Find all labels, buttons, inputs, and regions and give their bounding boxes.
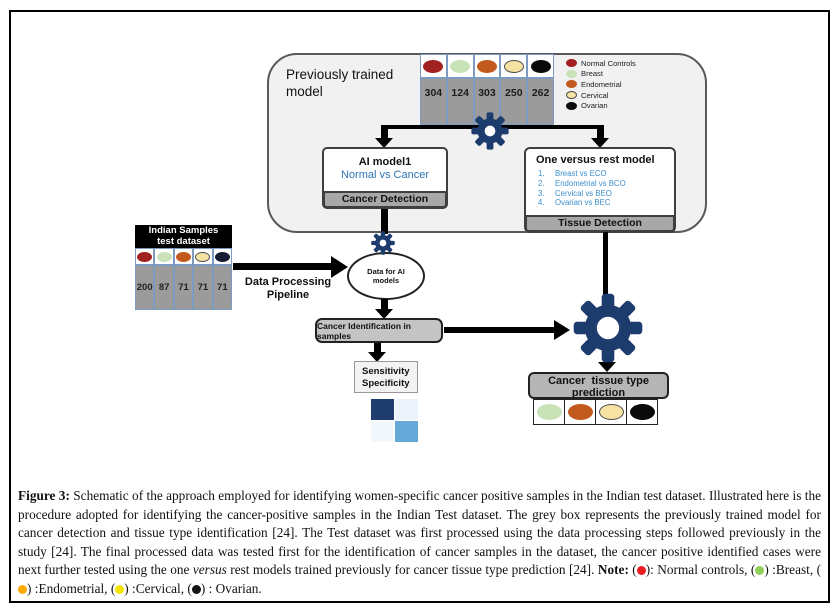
figure-number-label: Figure 3: — [18, 488, 70, 503]
breast-ellipse — [537, 404, 562, 420]
ovr-item-label: Ovarian vs BEC — [555, 198, 611, 208]
data-processing-pipeline-label — [243, 276, 333, 302]
caption-text: ) :Cervical, ( — [124, 580, 192, 596]
arrow-shaft — [381, 125, 388, 138]
label-line: Specificity — [362, 378, 410, 389]
count-cell: 200 — [135, 265, 154, 310]
training-table-class-row — [420, 54, 554, 78]
ai-model1-title: AI model1 — [358, 156, 412, 168]
arrow-right-icon — [331, 256, 348, 278]
ovr-item — [538, 169, 674, 179]
table-cell — [174, 248, 193, 265]
count-cell: 87 — [154, 265, 173, 310]
table-cell — [500, 54, 527, 78]
normal-controls-dot — [566, 59, 577, 67]
indian-table-count-row — [135, 265, 232, 310]
caption-text: ) :Endometrial, ( — [27, 580, 116, 596]
count-cell: 71 — [174, 265, 193, 310]
breast-ellipse — [450, 60, 470, 73]
confusion-matrix-cell — [395, 399, 418, 420]
legend-item — [566, 79, 636, 90]
ovr-item-number: 1. — [538, 169, 545, 178]
gear-icon — [573, 293, 643, 363]
ovr-item — [538, 198, 674, 208]
arrow-shaft — [381, 299, 388, 309]
note-orange-dot — [18, 585, 27, 594]
figure-caption — [18, 487, 821, 599]
table-cell — [533, 399, 565, 425]
indian-table-class-row — [135, 248, 232, 265]
count-cell: 304 — [420, 78, 447, 125]
cervical-ellipse — [599, 404, 624, 420]
ovr-item — [538, 179, 674, 189]
arrow-shaft — [597, 125, 604, 138]
count-cell: 262 — [527, 78, 554, 125]
count-cell: 303 — [474, 78, 501, 125]
sensitivity-specificity-box — [354, 361, 418, 393]
count-cell: 124 — [447, 78, 474, 125]
tissue-detection-bar: Tissue Detection — [525, 215, 675, 232]
gear-icon — [371, 231, 395, 255]
count-cell: 250 — [500, 78, 527, 125]
label-line: Data Processing — [244, 276, 332, 288]
note-label: Note: — [597, 562, 629, 578]
label-line: Cancer tissue type — [548, 375, 649, 387]
table-cell — [564, 399, 596, 425]
cervical-ellipse — [195, 252, 210, 262]
cancer-detection-bar: Cancer Detection — [323, 191, 447, 208]
caption-text: rest models trained previously for cancer tissue type prediction [24]. — [226, 562, 598, 578]
gear-icon — [471, 112, 509, 150]
cervical-dot — [566, 91, 577, 99]
table-cell — [626, 399, 658, 425]
ai-model1-subtitle: Normal vs Cancer — [340, 169, 430, 181]
indian-samples-title — [135, 225, 232, 248]
caption-text: ) :Breast, ( — [764, 562, 822, 578]
legend-label: Normal Controls — [581, 58, 636, 68]
confusion-matrix — [371, 399, 420, 442]
label-line: Data for AI — [367, 267, 405, 276]
arrow-right-icon — [554, 320, 570, 340]
ovr-item-number: 4. — [538, 198, 545, 208]
label-line: prediction — [571, 387, 626, 399]
legend-item — [566, 100, 636, 111]
indian-samples-title-line1: Indian Samples — [148, 225, 219, 236]
ovr-item — [538, 189, 674, 199]
ovarian-dot — [566, 102, 577, 110]
note-yellow-dot — [115, 585, 124, 594]
arrow-shaft — [374, 343, 381, 352]
table-cell — [474, 54, 501, 78]
class-legend — [566, 58, 636, 111]
note-black-dot — [192, 585, 201, 594]
prediction-class-cells — [534, 399, 658, 425]
legend-item — [566, 90, 636, 101]
breast-dot — [566, 70, 577, 78]
ovarian-ellipse — [215, 252, 230, 262]
confusion-matrix-cell — [371, 421, 394, 442]
arrow-shaft — [444, 327, 554, 333]
cancer-tissue-type-prediction-box — [528, 372, 669, 399]
count-cell: 71 — [213, 265, 232, 310]
ovr-item-label: Breast vs ECO — [555, 169, 607, 178]
endometrial-ellipse — [477, 60, 497, 73]
endometrial-ellipse — [568, 404, 593, 420]
cervical-ellipse — [504, 60, 524, 73]
arrow-shaft — [233, 263, 331, 270]
table-cell — [193, 248, 212, 265]
connector-line — [603, 232, 608, 302]
caption-text: ): Normal controls, ( — [645, 562, 756, 578]
note-red-dot — [637, 566, 646, 575]
table-cell — [420, 54, 447, 78]
caption-text: ( — [628, 562, 637, 578]
arrow-down-icon — [598, 362, 616, 372]
ovr-item-label: Endometrial vs BCO — [555, 178, 626, 188]
legend-label: Ovarian — [581, 101, 608, 111]
legend-item — [566, 69, 636, 80]
confusion-matrix-cell — [371, 399, 394, 420]
ovarian-ellipse — [630, 404, 655, 420]
caption-text: Schematic of the approach employed for identifying women-specific cancer positive samples in the Indian test dataset. Illustrated here is the procedure adopted for identifying the cancer-positive samples in the Indian Test dataset. The grey box represents the previously trained model for cancer detection and tissue type identification [24]. The Test dataset was first processed using the data processing steps followed previously in the study [24]. The final processed data was tested first for the identification of cancer samples in the dataset, the cancer positive identified cases were next further tested using the one — [18, 488, 821, 578]
table-cell — [447, 54, 474, 78]
table-cell — [595, 399, 627, 425]
indian-samples-table — [135, 225, 232, 310]
legend-item — [566, 58, 636, 69]
note-green-dot — [755, 566, 764, 575]
ovr-item-label: Cervical vs BEO — [555, 188, 612, 198]
ovarian-ellipse — [531, 60, 551, 73]
normal-controls-ellipse — [423, 60, 443, 73]
legend-label: Breast — [581, 69, 603, 79]
endometrial-dot — [566, 80, 577, 88]
previously-trained-model-label: Previously trained model — [286, 67, 394, 99]
legend-label: Cervical — [581, 90, 609, 100]
data-for-ai-models-ellipse — [347, 252, 425, 300]
label-line: Pipeline — [266, 289, 310, 301]
label-line: models — [372, 276, 400, 285]
table-cell — [213, 248, 232, 265]
label-line: Sensitivity — [362, 366, 410, 377]
count-cell: 71 — [193, 265, 212, 310]
ovr-item-number: 2. — [538, 178, 545, 188]
ovr-title: One versus rest model — [536, 154, 655, 166]
one-versus-rest-box — [524, 147, 676, 233]
confusion-matrix-cell — [395, 421, 418, 442]
caption-text: ) : Ovarian. — [200, 580, 262, 596]
table-cell — [135, 248, 154, 265]
breast-ellipse — [157, 252, 172, 262]
ovr-item-number: 3. — [538, 188, 545, 198]
endometrial-ellipse — [176, 252, 191, 262]
table-cell — [527, 54, 554, 78]
indian-samples-title-line2: test dataset — [157, 235, 210, 247]
normal-controls-ellipse — [137, 252, 152, 262]
table-cell — [154, 248, 173, 265]
caption-italic-word: versus — [192, 562, 227, 578]
cancer-identification-box: Cancer Identification in samples — [315, 318, 443, 343]
ai-model1-box — [322, 147, 448, 209]
legend-label: Endometrial — [581, 79, 622, 89]
